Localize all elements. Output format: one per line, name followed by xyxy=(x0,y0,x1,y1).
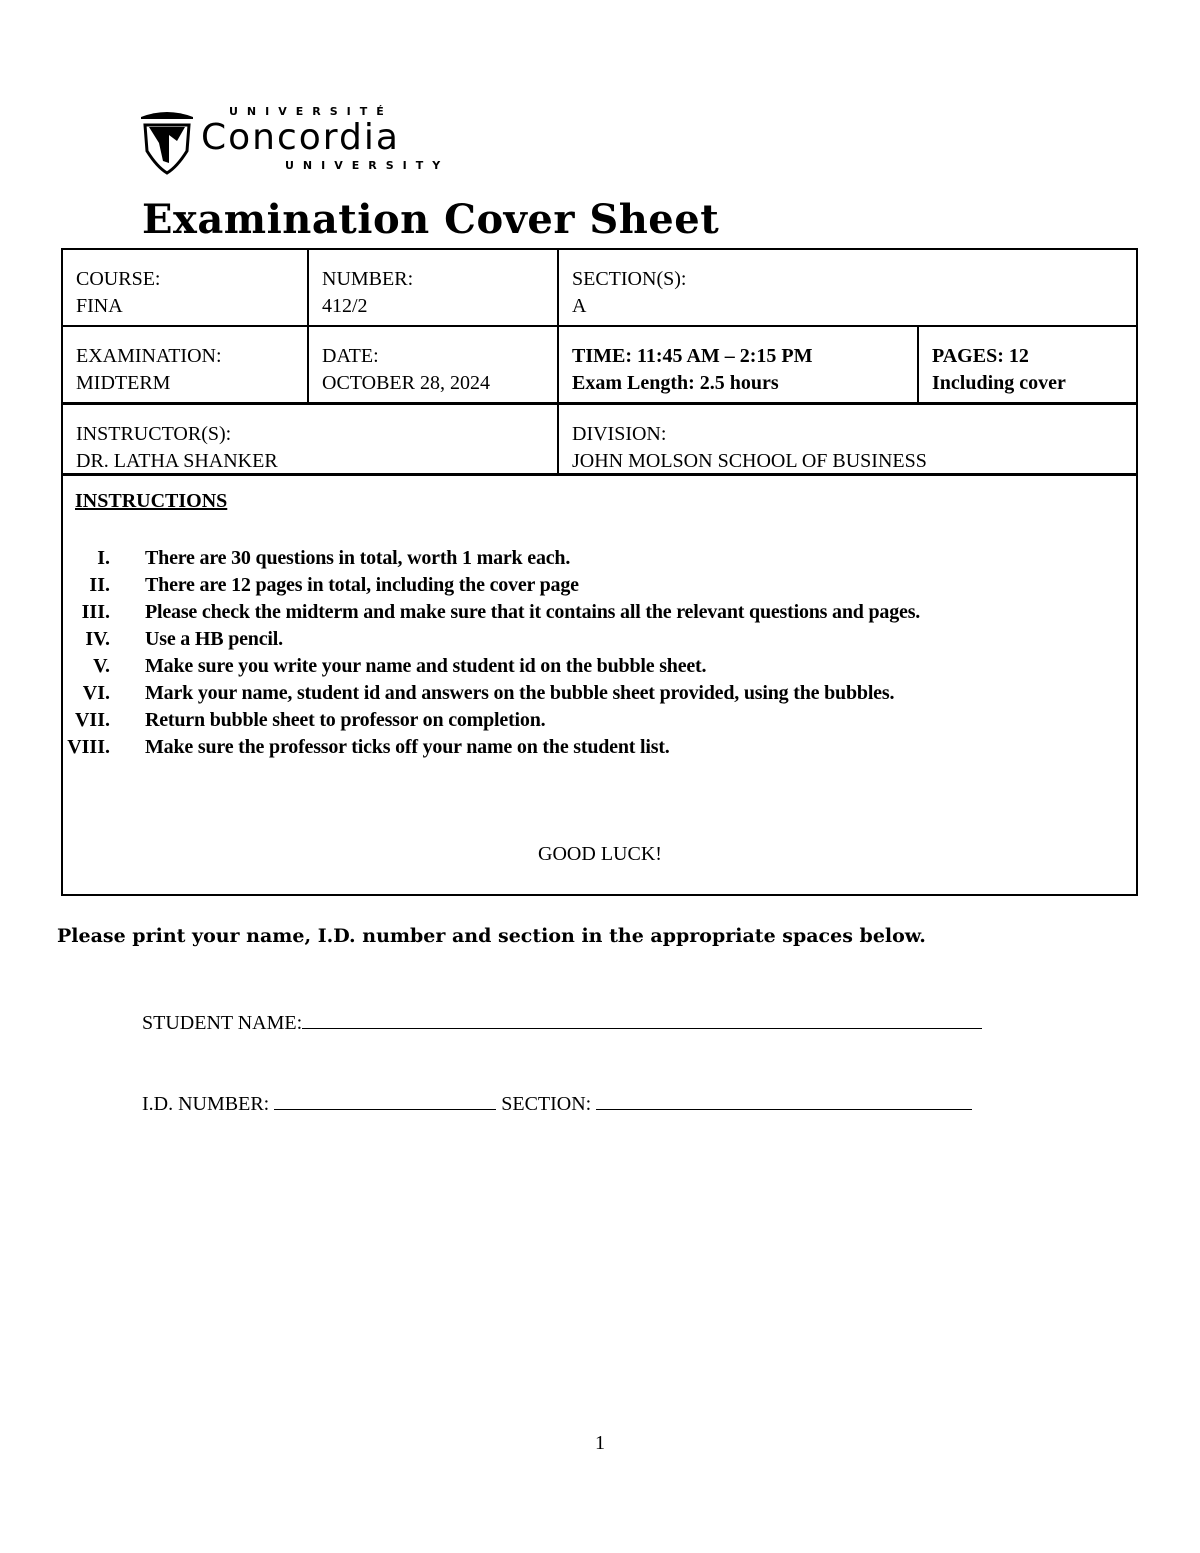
list-item: III. Please check the midterm and make sure that it contains all the relevant questions and pages. xyxy=(81,601,921,623)
number-cell: NUMBER: 412/2 xyxy=(322,268,414,317)
exam-info-table xyxy=(61,248,1138,896)
shield-icon xyxy=(137,105,197,175)
division-cell: DIVISION: JOHN MOLSON SCHOOL OF BUSINESS xyxy=(572,423,927,472)
list-item: IV. Use a HB pencil. xyxy=(85,628,283,650)
id-section-fields: I.D. NUMBER: SECTION: xyxy=(142,1089,972,1116)
section-line[interactable] xyxy=(596,1089,972,1110)
list-item: VI. Mark your name, student id and answers on the bubble sheet provided, using the bubbles. xyxy=(82,682,895,704)
course-cell: COURSE: FINA xyxy=(76,268,161,317)
sections-cell: SECTION(S): A xyxy=(572,268,687,317)
examination-cell: EXAMINATION: MIDTERM xyxy=(76,345,222,394)
student-name-field[interactable]: STUDENT NAME: xyxy=(142,1008,982,1035)
list-item: I. There are 30 questions in total, worth 1 mark each. xyxy=(97,547,571,569)
good-luck-text: GOOD LUCK! xyxy=(538,843,662,865)
page-title: Examination Cover Sheet xyxy=(142,196,720,243)
print-instructions: Please print your name, I.D. number and section in the appropriate spaces below. xyxy=(57,925,926,947)
list-item: V. Make sure you write your name and student id on the bubble sheet. xyxy=(93,655,707,677)
pages-cell: PAGES: 12 Including cover xyxy=(932,345,1066,394)
page-number: 1 xyxy=(595,1432,605,1454)
list-item: II. There are 12 pages in total, including the cover page xyxy=(89,574,579,596)
instructions-heading: INSTRUCTIONS xyxy=(75,490,228,512)
student-name-line[interactable] xyxy=(302,1008,982,1029)
time-cell: TIME: 11:45 AM – 2:15 PM Exam Length: 2.5 hours xyxy=(572,345,813,394)
concordia-logo: UNIVERSITÉ Concordia UNIVERSITY xyxy=(137,103,437,175)
id-number-line[interactable] xyxy=(274,1089,496,1110)
date-cell: DATE: OCTOBER 28, 2024 xyxy=(322,345,490,394)
instructor-cell: INSTRUCTOR(S): DR. LATHA SHANKER xyxy=(76,423,278,472)
list-item: VIII. Make sure the professor ticks off your name on the student list. xyxy=(67,736,670,758)
list-item: VII. Return bubble sheet to professor on completion. xyxy=(74,709,546,731)
